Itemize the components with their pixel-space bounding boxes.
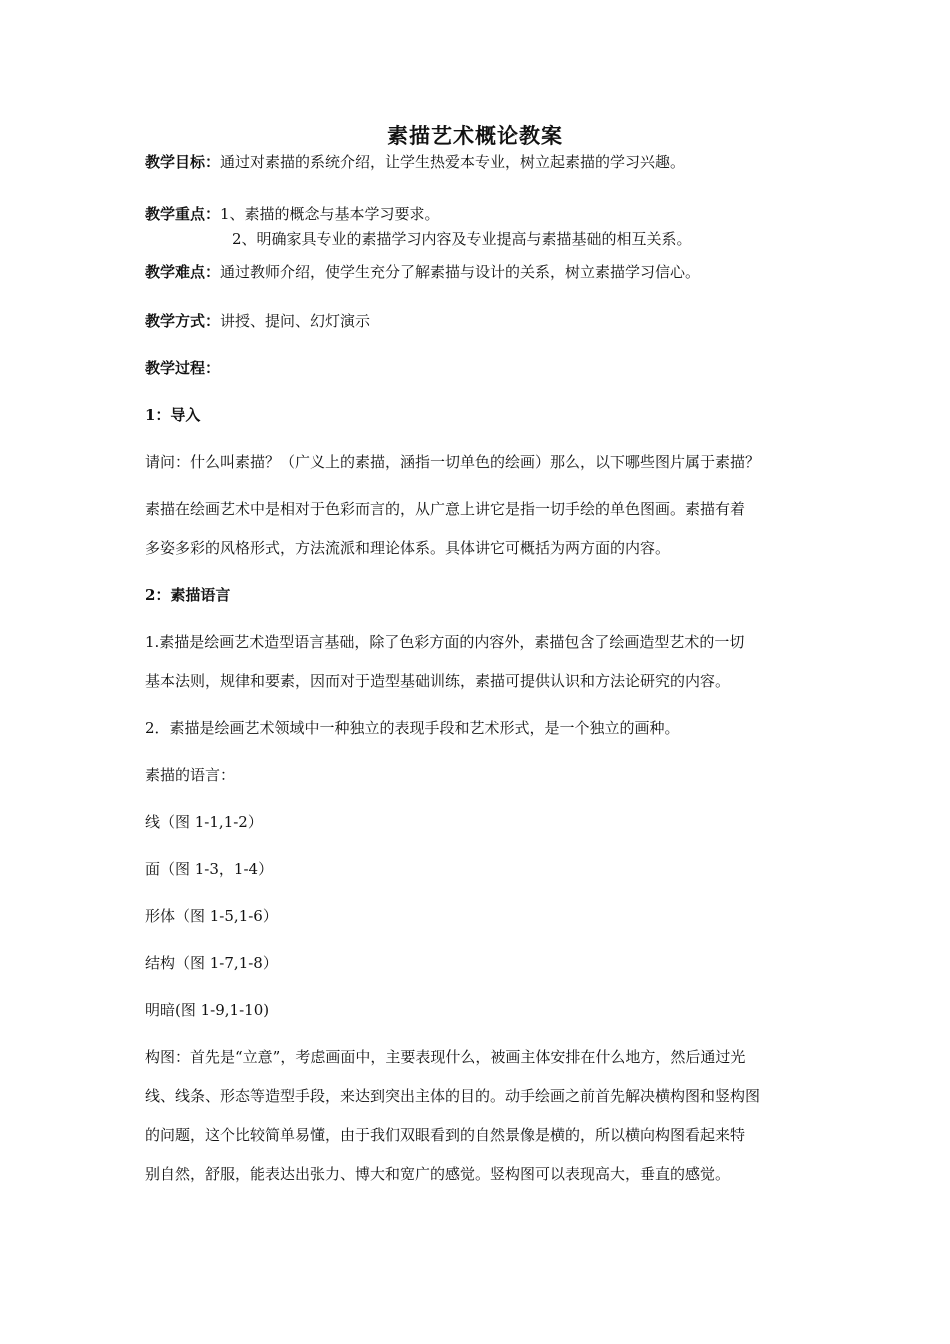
method-label: 教学方式： <box>145 312 221 330</box>
language-item-line: 线（图 1-1,1-2） <box>145 813 263 831</box>
objective-label: 教学目标： <box>145 153 221 171</box>
document-title: 素描艺术概论教案 <box>387 123 563 148</box>
section1-para-line-2: 多姿多彩的风格形式，方法流派和理论体系。具体讲它可概括为两方面的内容。 <box>145 539 671 557</box>
difficulty-label: 教学难点： <box>145 263 221 281</box>
language-label: 素描的语言： <box>145 766 236 784</box>
section2-heading: 2：素描语言 <box>145 586 231 604</box>
section2-point1-line-2: 基本法则，规律和要素，因而对于造型基础训练，素描可提供认识和方法论研究的内容。 <box>145 672 731 690</box>
key-point-2: 2、明确家具专业的素描学习内容及专业提高与素描基础的相互关系。 <box>232 230 692 248</box>
process-label: 教学过程： <box>145 359 221 377</box>
method-text: 讲授、提问、幻灯演示 <box>220 312 371 330</box>
objective-line <box>145 152 825 172</box>
language-item-light-shade: 明暗(图 1-9,1-10) <box>145 1001 270 1019</box>
composition-line-1: 构图：首先是“立意”，考虑画面中，主要表现什么，被画主体安排在什么地方，然后通过光 <box>145 1048 746 1066</box>
key-points-label: 教学重点： <box>145 205 221 223</box>
key-points-line-1 <box>145 204 825 224</box>
composition-line-2: 线、线条、形态等造型手段，来达到突出主体的目的。动手绘画之前首先解决横构图和竖构图 <box>145 1087 761 1105</box>
section1-question: 请问：什么叫素描？（广义上的素描，涵指一切单色的绘画）那么，以下哪些图片属于素描？ <box>145 453 761 471</box>
difficulty-text: 通过教师介绍，使学生充分了解素描与设计的关系，树立素描学习信心。 <box>220 263 701 281</box>
objective-text: 通过对素描的系统介绍，让学生热爱本专业，树立起素描的学习兴趣。 <box>220 153 686 171</box>
difficulty-line <box>145 262 825 282</box>
language-item-form: 形体（图 1-5,1-6） <box>145 907 278 925</box>
method-line <box>145 311 825 331</box>
section1-para-line-1: 素描在绘画艺术中是相对于色彩而言的，从广意上讲它是指一切手绘的单色图画。素描有着 <box>145 500 746 518</box>
language-item-structure: 结构（图 1-7,1-8） <box>145 954 278 972</box>
composition-line-4: 别自然，舒服，能表达出张力、博大和宽广的感觉。竖构图可以表现高大，垂直的感觉。 <box>145 1165 731 1183</box>
key-point-1: 1、素描的概念与基本学习要求。 <box>220 205 440 223</box>
section1-heading: 1：导入 <box>145 406 201 424</box>
section2-point2: 2．素描是绘画艺术领域中一种独立的表现手段和艺术形式，是一个独立的画种。 <box>145 719 680 737</box>
composition-line-3: 的问题，这个比较简单易懂，由于我们双眼看到的自然景像是横的，所以横向构图看起来特 <box>145 1126 746 1144</box>
language-item-surface: 面（图 1-3，1-4） <box>145 860 274 878</box>
section2-point1-line-1: 1.素描是绘画艺术造型语言基础，除了色彩方面的内容外，素描包含了绘画造型艺术的一切 <box>145 633 745 651</box>
key-points-line-2 <box>232 229 912 249</box>
